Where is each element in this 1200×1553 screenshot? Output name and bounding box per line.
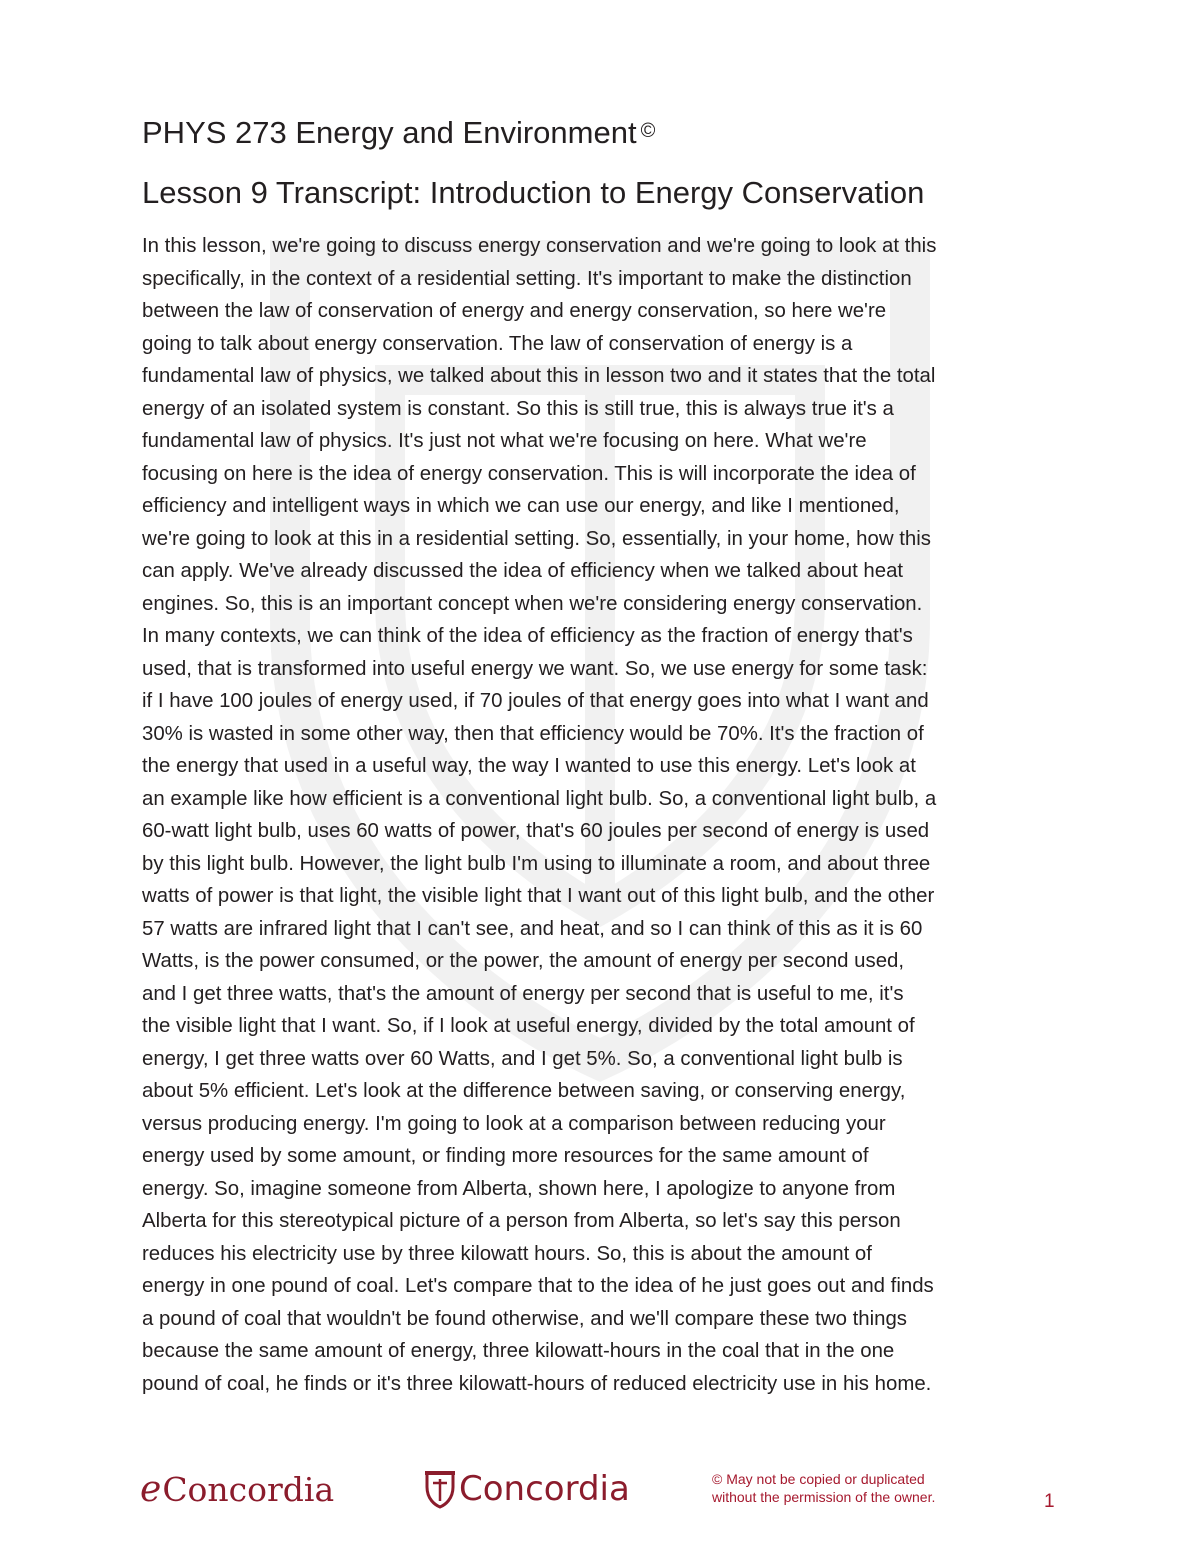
transcript-line: we're going to look at this in a residential setting. So, essentially, in your home, how this — [142, 527, 931, 550]
transcript-line: energy. So, imagine someone from Alberta, shown here, I apologize to anyone from — [142, 1177, 896, 1200]
transcript-line: 60-watt light bulb, uses 60 watts of power, that's 60 joules per second of energy is used — [142, 820, 930, 842]
transcript-line: efficiency and intelligent ways in which we can use our energy, and like I mentioned, — [142, 495, 900, 517]
transcript-line: Alberta for this stereotypical picture of a person from Alberta, so let's say this person — [142, 1210, 901, 1232]
transcript-line: In this lesson, we're going to discuss energy conservation and we're going to look at this — [142, 235, 937, 257]
transcript-line: energy used by some amount, or finding more resources for the same amount of — [142, 1145, 869, 1167]
page-number: 1 — [1044, 1491, 1055, 1512]
transcript-line: and I get three watts, that's the amount of energy per second that is useful to me, it's — [142, 982, 904, 1005]
transcript-line: energy, I get three watts over 60 Watts, and I get 5%. So, a conventional light bulb is — [142, 1047, 903, 1070]
transcript-line: going to talk about energy conservation. The law of conservation of energy is a — [142, 332, 853, 355]
econcordia-e-mark: e — [140, 1468, 162, 1510]
transcript-line: can apply. We've already discussed the idea of efficiency when we talked about heat — [142, 560, 904, 582]
lesson-subtitle: Lesson 9 Transcript: Introduction to Energy Conservation — [142, 175, 925, 210]
transcript-line: Watts, is the power consumed, or the power, the amount of energy per second used, — [142, 950, 905, 972]
concordia-logo-text: Concordia — [459, 1469, 630, 1509]
transcript-line: pound of coal, he finds or it's three kilowatt-hours of reduced electricity use in his home. — [142, 1372, 932, 1395]
copyright-symbol: © — [640, 120, 656, 142]
transcript-line: fundamental law of physics. It's just not what we're focusing on here. What we're — [142, 430, 867, 452]
transcript-line: used, that is transformed into useful energy we want. So, we use energy for some task: — [142, 657, 928, 680]
transcript-line: if I have 100 joules of energy used, if 70 joules of that energy goes into what I want and — [142, 690, 929, 712]
transcript-line: energy of an isolated system is constant. So this is still true, this is always true it's a — [142, 397, 894, 420]
transcript-line: reduces his electricity use by three kilowatt hours. So, this is about the amount of — [142, 1242, 872, 1265]
transcript-line: engines. So, this is an important concept when we're considering energy conservation. — [142, 592, 923, 615]
copyright-line-1: © May not be copied or duplicated — [712, 1471, 925, 1487]
copyright-notice — [712, 1470, 935, 1506]
transcript-line: by this light bulb. However, the light bulb I'm using to illuminate a room, and about three — [142, 852, 931, 875]
transcript-line: the visible light that I want. So, if I look at useful energy, divided by the total amount of — [142, 1015, 915, 1037]
transcript-line: In many contexts, we can think of the idea of efficiency as the fraction of energy that's — [142, 625, 913, 647]
transcript-body — [142, 230, 1072, 1400]
transcript-line: fundamental law of physics, we talked about this in lesson two and it states that the total — [142, 365, 936, 387]
transcript-line: an example like how efficient is a conventional light bulb. So, a conventional light bulb, a — [142, 787, 937, 810]
concordia-logo — [425, 1466, 630, 1512]
transcript-line: energy in one pound of coal. Let's compare that to the idea of he just goes out and finds — [142, 1275, 934, 1297]
transcript-line: a pound of coal that wouldn't be found otherwise, and we'll compare these two things — [142, 1307, 907, 1330]
transcript-line: specifically, in the context of a residential setting. It's important to make the distinction — [142, 267, 912, 290]
transcript-line: the energy that used in a useful way, the way I wanted to use this energy. Let's look at — [142, 755, 916, 777]
transcript-line: 30% is wasted in some other way, then that efficiency would be 70%. It's the fraction of — [142, 722, 924, 745]
transcript-line: 57 watts are infrared light that I can't see, and heat, and so I can think of this as it is 60 — [142, 917, 923, 940]
transcript-line: focusing on here is the idea of energy conservation. This is will incorporate the idea of — [142, 462, 916, 485]
transcript-line: versus producing energy. I'm going to look at a comparison between reducing your — [142, 1112, 886, 1135]
document-title — [142, 111, 655, 153]
transcript-line: because the same amount of energy, three kilowatt-hours in the coal that in the one — [142, 1340, 895, 1362]
transcript-line: about 5% efficient. Let's look at the difference between saving, or conserving energy, — [142, 1080, 906, 1102]
econcordia-logo — [140, 1466, 334, 1512]
econcordia-logo-text: Concordia — [162, 1469, 335, 1509]
copyright-line-2: without the permission of the owner. — [712, 1489, 936, 1505]
transcript-line: between the law of conservation of energy and energy conservation, so here we're — [142, 300, 887, 322]
title-text: PHYS 273 Energy and Environment — [142, 115, 637, 150]
transcript-line: watts of power is that light, the visible light that I want out of this light bulb, and the other — [142, 885, 935, 907]
concordia-shield-icon — [425, 1469, 455, 1509]
